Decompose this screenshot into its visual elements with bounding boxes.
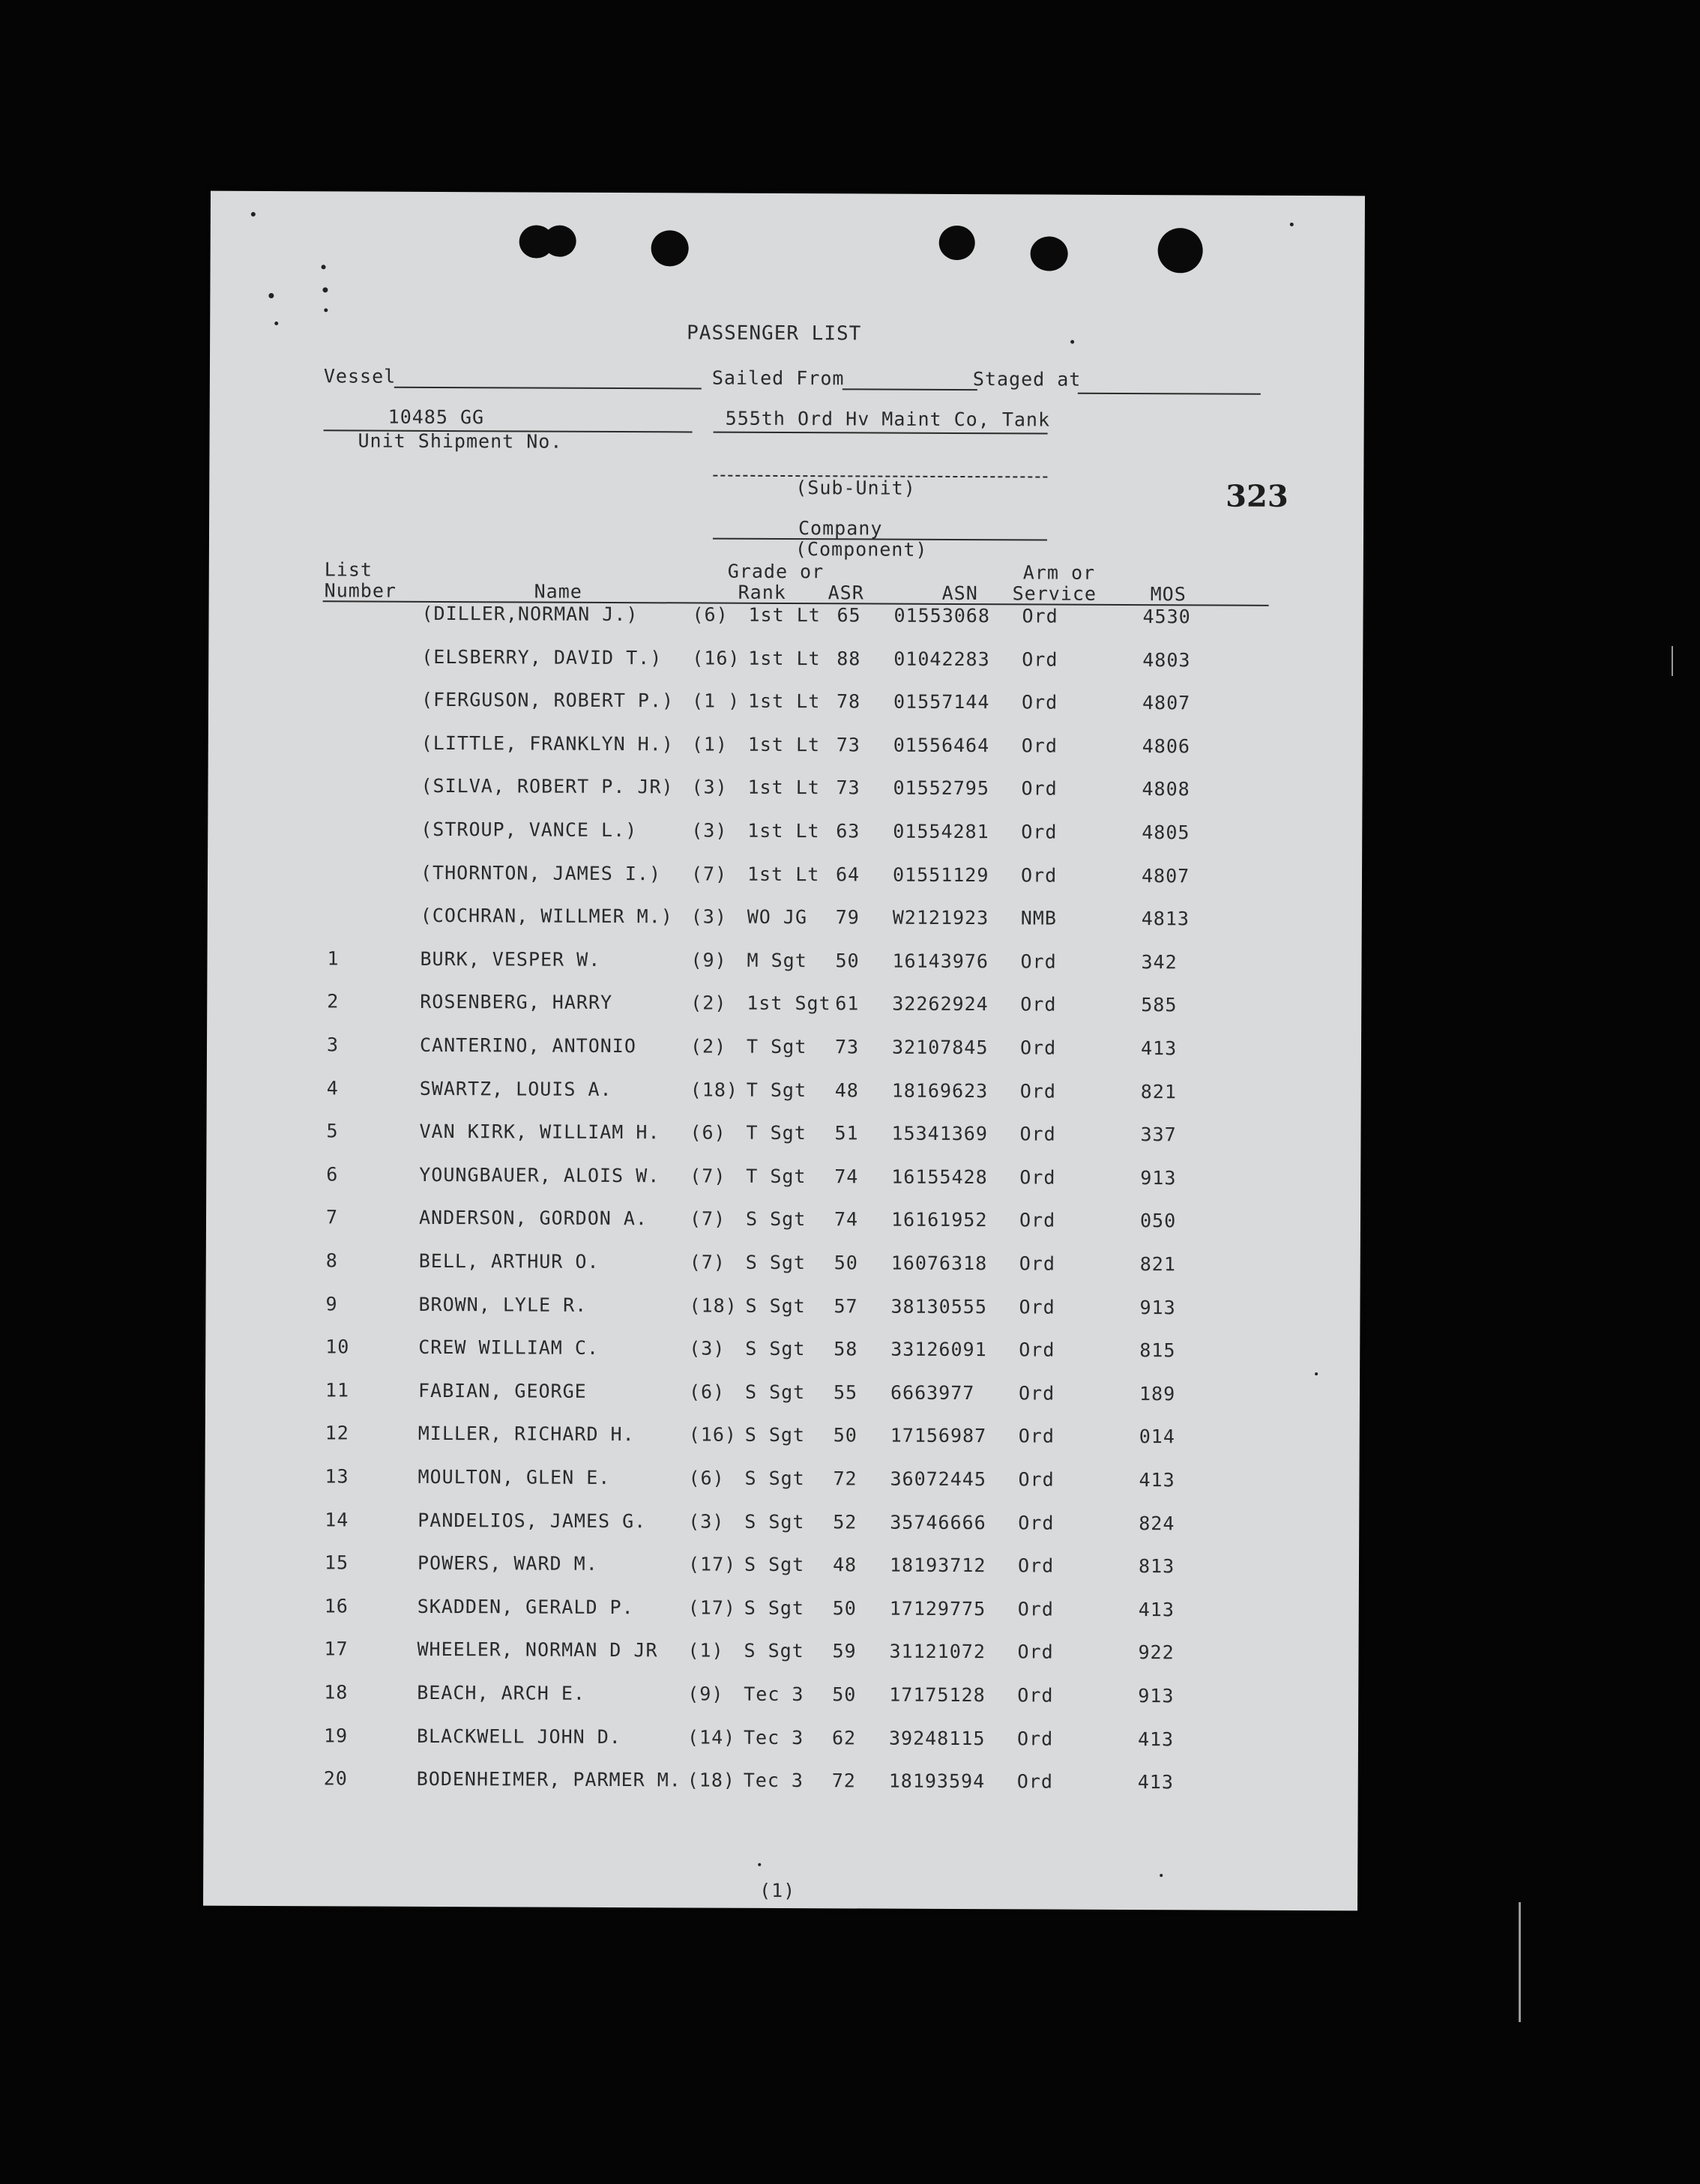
grade-rank: Tec 3 bbox=[743, 1769, 804, 1792]
army-serial-number: 32107845 bbox=[891, 1036, 989, 1059]
unit-code: (17) bbox=[687, 1553, 737, 1575]
col-header-rank: Rank bbox=[738, 581, 786, 604]
mos-code: 821 bbox=[1139, 1253, 1176, 1276]
vessel-field-line bbox=[394, 387, 702, 390]
unit-code: (1 ) bbox=[691, 690, 741, 712]
list-number: 20 bbox=[323, 1767, 348, 1790]
scan-edge-mark bbox=[1672, 646, 1673, 676]
mos-code: 413 bbox=[1137, 1771, 1174, 1794]
army-serial-number: 38130555 bbox=[890, 1295, 987, 1318]
passenger-name: BLACKWELL JOHN D. bbox=[416, 1725, 621, 1748]
company: Company bbox=[798, 517, 883, 540]
grade-rank: Tec 3 bbox=[744, 1683, 804, 1706]
passenger-name: (LITTLE, FRANKLYN H.) bbox=[421, 731, 674, 755]
arm-or-service: Ord bbox=[1016, 1770, 1053, 1793]
col-header-mos: MOS bbox=[1150, 583, 1187, 606]
passenger-name: MOULTON, GLEN E. bbox=[418, 1465, 611, 1488]
mos-code: 413 bbox=[1140, 1037, 1178, 1060]
asr-score: 78 bbox=[836, 690, 861, 713]
grade-rank: Tec 3 bbox=[743, 1726, 804, 1749]
passenger-name: (FERGUSON, ROBERT P.) bbox=[421, 689, 675, 712]
list-number: 16 bbox=[324, 1595, 349, 1617]
mos-code: 815 bbox=[1139, 1339, 1176, 1362]
unit-code: (7) bbox=[689, 1251, 726, 1273]
mos-code: 4808 bbox=[1142, 778, 1190, 800]
table-row bbox=[207, 947, 1361, 982]
grade-rank: S Sgt bbox=[745, 1294, 806, 1317]
mos-code: 4807 bbox=[1142, 692, 1191, 714]
grade-rank: S Sgt bbox=[744, 1596, 805, 1619]
asr-score: 50 bbox=[833, 1424, 857, 1447]
mos-code: 913 bbox=[1139, 1296, 1176, 1318]
list-number: 12 bbox=[325, 1422, 349, 1444]
col-header-arm: Arm or bbox=[1022, 561, 1096, 584]
army-serial-number: 35746666 bbox=[890, 1511, 986, 1533]
unit-code: (3) bbox=[691, 819, 728, 842]
punch-hole bbox=[543, 226, 576, 257]
grade-rank: S Sgt bbox=[744, 1510, 805, 1533]
passenger-name: PANDELIOS, JAMES G. bbox=[418, 1509, 647, 1532]
shipment-number: 10485 GG bbox=[388, 405, 485, 429]
army-serial-number: 01554281 bbox=[893, 820, 989, 843]
army-serial-number: 18193712 bbox=[889, 1554, 986, 1577]
punch-hole bbox=[1031, 236, 1068, 271]
unit-code: (7) bbox=[689, 1207, 726, 1231]
col-header-grade: Grade or bbox=[727, 560, 825, 583]
mos-code: 4805 bbox=[1142, 821, 1190, 844]
arm-or-service: Ord bbox=[1022, 648, 1058, 671]
table-row bbox=[206, 1162, 1360, 1198]
passenger-name: SKADDEN, GERALD P. bbox=[417, 1595, 634, 1618]
passenger-name: VAN KIRK, WILLIAM H. bbox=[419, 1120, 660, 1144]
list-number: 18 bbox=[324, 1681, 349, 1704]
table-row bbox=[208, 904, 1362, 939]
arm-or-service: Ord bbox=[1019, 1295, 1055, 1318]
col-header-asn: ASN bbox=[941, 582, 978, 605]
grade-rank: 1st Lt bbox=[747, 733, 821, 756]
table-row bbox=[208, 774, 1362, 809]
unit-code: (9) bbox=[690, 949, 727, 971]
unit-code: (3) bbox=[689, 1337, 726, 1360]
table-row bbox=[207, 990, 1361, 1025]
mos-code: 413 bbox=[1138, 1598, 1175, 1621]
table-row bbox=[208, 731, 1363, 766]
mos-code: 824 bbox=[1139, 1512, 1175, 1534]
mos-code: 585 bbox=[1141, 994, 1178, 1016]
arm-or-service: Ord bbox=[1016, 1727, 1054, 1750]
mos-code: 4813 bbox=[1141, 908, 1190, 930]
sailed-from-label: Sailed From bbox=[711, 366, 845, 390]
asr-score: 48 bbox=[832, 1554, 857, 1576]
army-serial-number: 16143976 bbox=[892, 950, 989, 972]
army-serial-number: 32262924 bbox=[892, 993, 989, 1016]
table-row bbox=[207, 1076, 1361, 1111]
mos-code: 4530 bbox=[1142, 606, 1191, 628]
asr-score: 55 bbox=[833, 1381, 858, 1404]
grade-rank: S Sgt bbox=[744, 1553, 805, 1576]
arm-or-service: Ord bbox=[1021, 691, 1058, 714]
list-number: 17 bbox=[324, 1638, 349, 1660]
list-number: 6 bbox=[326, 1163, 339, 1186]
passenger-name: (COCHRAN, WILLMER M.) bbox=[420, 905, 673, 928]
unit-name: 555th Ord Hv Maint Co, Tank bbox=[725, 407, 1051, 431]
punch-hole bbox=[939, 226, 975, 260]
grade-rank: 1st Lt bbox=[747, 776, 820, 799]
staged-at-field-line bbox=[1078, 393, 1261, 395]
unit-code: (6) bbox=[690, 1121, 726, 1144]
asr-score: 73 bbox=[836, 776, 860, 799]
asr-score: 57 bbox=[834, 1294, 858, 1318]
unit-code: (7) bbox=[690, 863, 728, 885]
unit-code: (1) bbox=[687, 1639, 724, 1662]
col-header-number: Number bbox=[324, 579, 397, 602]
list-number: 14 bbox=[325, 1508, 349, 1531]
table-row bbox=[204, 1724, 1358, 1759]
asr-score: 72 bbox=[833, 1467, 857, 1490]
staged-at-label: Staged at bbox=[972, 368, 1082, 390]
table-row bbox=[205, 1378, 1360, 1414]
arm-or-service: Ord bbox=[1017, 1684, 1054, 1707]
passenger-name: BODENHEIMER, PARMER M. bbox=[416, 1768, 681, 1791]
army-serial-number: 18193594 bbox=[888, 1770, 986, 1793]
grade-rank: 1st Lt bbox=[747, 863, 820, 885]
grade-rank: M Sgt bbox=[747, 949, 807, 971]
table-row bbox=[205, 1551, 1359, 1587]
vessel-label: Vessel bbox=[323, 365, 397, 387]
asr-score: 50 bbox=[834, 1252, 858, 1274]
mos-code: 413 bbox=[1137, 1728, 1175, 1750]
shipment-label: Unit Shipment No. bbox=[358, 429, 563, 453]
army-serial-number: 01557144 bbox=[893, 690, 990, 714]
unit-code: (18) bbox=[687, 1769, 736, 1791]
army-serial-number: 16076318 bbox=[890, 1252, 988, 1275]
scan-edge-mark bbox=[1519, 1902, 1521, 2022]
grade-rank: 1st Lt bbox=[748, 603, 821, 627]
table-row bbox=[206, 1206, 1360, 1241]
arm-or-service: Ord bbox=[1020, 863, 1058, 887]
list-number: 19 bbox=[323, 1724, 349, 1747]
unit-code: (3) bbox=[691, 776, 728, 799]
passenger-name: (DILLER,NORMAN J.) bbox=[421, 602, 639, 626]
mos-code: 189 bbox=[1139, 1382, 1176, 1405]
mos-code: 4806 bbox=[1142, 734, 1191, 758]
mos-code: 913 bbox=[1140, 1166, 1177, 1189]
table-row bbox=[208, 818, 1362, 853]
mos-code: 913 bbox=[1138, 1685, 1175, 1707]
army-serial-number: 15341369 bbox=[891, 1122, 989, 1145]
list-number: 2 bbox=[327, 990, 340, 1013]
passenger-name: MILLER, RICHARD H. bbox=[418, 1423, 635, 1446]
passenger-name: ANDERSON, GORDON A. bbox=[418, 1207, 648, 1230]
arm-or-service: Ord bbox=[1020, 950, 1057, 973]
list-number: 15 bbox=[324, 1551, 349, 1574]
list-number: 8 bbox=[325, 1249, 338, 1272]
punch-hole bbox=[1158, 228, 1203, 273]
grade-rank: 1st Lt bbox=[748, 647, 821, 669]
passenger-name: (ELSBERRY, DAVID T.) bbox=[421, 645, 663, 669]
page-stamp-number: 323 bbox=[1226, 478, 1288, 514]
list-number: 10 bbox=[325, 1336, 350, 1358]
list-number: 13 bbox=[325, 1465, 349, 1488]
unit-name-line bbox=[714, 432, 1048, 435]
unit-code: (16) bbox=[688, 1423, 738, 1447]
mos-code: 342 bbox=[1141, 950, 1178, 974]
grade-rank: S Sgt bbox=[744, 1424, 806, 1447]
asr-score: 48 bbox=[834, 1079, 859, 1102]
list-number: 9 bbox=[325, 1292, 338, 1315]
page-number: (1) bbox=[759, 1879, 796, 1902]
unit-code: (2) bbox=[690, 1035, 727, 1058]
list-number: 1 bbox=[327, 947, 340, 970]
army-serial-number: 33126091 bbox=[890, 1338, 987, 1361]
passenger-name: CREW WILLIAM C. bbox=[418, 1336, 600, 1360]
arm-or-service: Ord bbox=[1019, 1252, 1055, 1275]
asr-score: 50 bbox=[835, 950, 860, 972]
table-row bbox=[204, 1681, 1358, 1716]
passenger-name: (SILVA, ROBERT P. JR) bbox=[421, 775, 674, 798]
unit-code: (3) bbox=[688, 1510, 725, 1533]
passenger-name: (THORNTON, JAMES I.) bbox=[420, 861, 662, 884]
table-row bbox=[205, 1336, 1360, 1371]
asr-score: 74 bbox=[834, 1208, 859, 1231]
col-header-list: List bbox=[324, 558, 373, 581]
table-row bbox=[205, 1508, 1359, 1543]
army-serial-number: 17156987 bbox=[890, 1425, 987, 1447]
asr-score: 64 bbox=[835, 863, 860, 886]
unit-code: (2) bbox=[690, 992, 727, 1015]
unit-code: (6) bbox=[688, 1467, 725, 1489]
arm-or-service: Ord bbox=[1018, 1468, 1055, 1491]
unit-code: (18) bbox=[689, 1294, 738, 1317]
asr-score: 59 bbox=[832, 1640, 857, 1662]
arm-or-service: Ord bbox=[1018, 1382, 1055, 1405]
unit-code: (18) bbox=[690, 1079, 739, 1101]
arm-or-service: Ord bbox=[1019, 1166, 1056, 1189]
army-serial-number: 36072445 bbox=[890, 1467, 986, 1491]
mos-code: 4807 bbox=[1141, 864, 1190, 887]
arm-or-service: NMB bbox=[1020, 907, 1057, 929]
asr-score: 58 bbox=[834, 1338, 858, 1360]
table-row bbox=[208, 688, 1363, 723]
table-row bbox=[204, 1638, 1358, 1673]
arm-or-service: Ord bbox=[1019, 1123, 1056, 1145]
asr-score: 65 bbox=[837, 604, 861, 627]
asr-score: 61 bbox=[835, 992, 860, 1015]
passenger-name: CANTERINO, ANTONIO bbox=[419, 1034, 637, 1058]
grade-rank: S Sgt bbox=[744, 1467, 805, 1490]
table-row bbox=[207, 1034, 1361, 1069]
table-row bbox=[208, 860, 1362, 896]
list-number: 11 bbox=[325, 1379, 350, 1402]
asr-score: 73 bbox=[834, 1036, 860, 1058]
grade-rank: T Sgt bbox=[746, 1165, 807, 1187]
list-number: 4 bbox=[326, 1076, 339, 1099]
grade-rank: S Sgt bbox=[744, 1640, 804, 1662]
asr-score: 73 bbox=[836, 734, 860, 756]
army-serial-number: 16155428 bbox=[891, 1165, 988, 1188]
army-serial-number: 16161952 bbox=[890, 1209, 988, 1231]
mos-code: 050 bbox=[1139, 1210, 1177, 1232]
grade-rank: S Sgt bbox=[745, 1251, 807, 1274]
grade-rank: S Sgt bbox=[745, 1337, 806, 1360]
grade-rank: 1st Lt bbox=[747, 819, 820, 842]
passenger-name: SWARTZ, LOUIS A. bbox=[419, 1077, 612, 1100]
col-header-asr: ASR bbox=[828, 582, 864, 604]
unit-code: (7) bbox=[690, 1165, 726, 1187]
list-number: 3 bbox=[326, 1034, 340, 1056]
passenger-name: FABIAN, GEORGE bbox=[418, 1379, 587, 1402]
grade-rank: T Sgt bbox=[746, 1035, 807, 1058]
page-title: PASSENGER LIST bbox=[687, 322, 862, 346]
passenger-name: BELL, ARTHUR O. bbox=[418, 1249, 600, 1273]
table-row bbox=[205, 1422, 1360, 1457]
asr-score: 51 bbox=[834, 1122, 859, 1144]
arm-or-service: Ord bbox=[1018, 1511, 1055, 1534]
arm-or-service: Ord bbox=[1017, 1598, 1054, 1620]
arm-or-service: Ord bbox=[1019, 1339, 1055, 1361]
passenger-name: (STROUP, VANCE L.) bbox=[421, 818, 638, 842]
arm-or-service: Ord bbox=[1022, 605, 1058, 627]
army-serial-number: 17129775 bbox=[889, 1597, 986, 1620]
unit-code: (6) bbox=[692, 603, 729, 626]
table-row bbox=[205, 1594, 1359, 1629]
grade-rank: 1st Lt bbox=[747, 690, 821, 713]
army-serial-number: 39248115 bbox=[888, 1727, 986, 1749]
table-row bbox=[205, 1292, 1360, 1327]
arm-or-service: Ord bbox=[1018, 1425, 1055, 1447]
asr-score: 88 bbox=[837, 647, 861, 670]
asr-score: 62 bbox=[831, 1726, 857, 1749]
passenger-name: BEACH, ARCH E. bbox=[417, 1681, 586, 1704]
passenger-name: BURK, VESPER W. bbox=[420, 947, 601, 971]
passenger-name: BROWN, LYLE R. bbox=[418, 1293, 588, 1316]
list-number: 7 bbox=[325, 1206, 339, 1228]
army-serial-number: 01552795 bbox=[893, 777, 990, 800]
table-row bbox=[206, 1120, 1360, 1155]
passenger-name: POWERS, WARD M. bbox=[417, 1552, 598, 1575]
passenger-name: ROSENBERG, HARRY bbox=[420, 991, 613, 1014]
arm-or-service: Ord bbox=[1021, 821, 1058, 843]
army-serial-number: 01551129 bbox=[892, 863, 989, 886]
asr-score: 50 bbox=[832, 1597, 857, 1620]
passenger-list-page bbox=[203, 191, 1365, 1911]
mos-code: 821 bbox=[1140, 1080, 1177, 1102]
army-serial-number: 01556464 bbox=[893, 734, 990, 756]
asr-score: 50 bbox=[832, 1683, 857, 1706]
asr-score: 79 bbox=[835, 906, 860, 929]
mos-code: 337 bbox=[1140, 1123, 1177, 1146]
grade-rank: T Sgt bbox=[746, 1121, 807, 1144]
list-number: 5 bbox=[326, 1120, 339, 1142]
passenger-name: WHEELER, NORMAN D JR bbox=[417, 1638, 658, 1662]
unit-code: (6) bbox=[688, 1381, 726, 1403]
mos-code: 922 bbox=[1138, 1641, 1175, 1664]
arm-or-service: Ord bbox=[1019, 1037, 1057, 1059]
arm-or-service: Ord bbox=[1019, 1079, 1056, 1102]
unit-code: (3) bbox=[690, 905, 727, 928]
table-row bbox=[205, 1465, 1359, 1500]
table-row bbox=[208, 602, 1363, 637]
unit-code: (14) bbox=[687, 1726, 736, 1749]
table-row bbox=[204, 1767, 1358, 1803]
asr-score: 72 bbox=[831, 1770, 856, 1792]
punch-hole bbox=[651, 230, 689, 266]
col-header-service: Service bbox=[1012, 582, 1097, 605]
asr-score: 52 bbox=[833, 1510, 857, 1533]
grade-rank: T Sgt bbox=[746, 1079, 807, 1101]
army-serial-number: W2121923 bbox=[892, 906, 989, 929]
mos-code: 413 bbox=[1139, 1469, 1175, 1491]
asr-score: 63 bbox=[836, 820, 860, 842]
col-header-name: Name bbox=[534, 580, 582, 603]
table-row bbox=[208, 645, 1363, 680]
arm-or-service: Ord bbox=[1017, 1554, 1055, 1577]
unit-code: (1) bbox=[691, 733, 729, 755]
army-serial-number: 17175128 bbox=[889, 1683, 986, 1707]
grade-rank: 1st Sgt bbox=[747, 992, 831, 1015]
sub-unit-label: (Sub-Unit) bbox=[795, 477, 916, 499]
table-row bbox=[206, 1249, 1360, 1285]
mos-code: 813 bbox=[1138, 1555, 1175, 1578]
arm-or-service: Ord bbox=[1021, 777, 1058, 800]
arm-or-service: Ord bbox=[1020, 993, 1057, 1016]
grade-rank: WO JG bbox=[747, 905, 808, 929]
component-label: (Component) bbox=[795, 538, 928, 561]
army-serial-number: 01553068 bbox=[893, 604, 991, 627]
passenger-name: YOUNGBAUER, ALOIS W. bbox=[419, 1163, 660, 1187]
army-serial-number: 01042283 bbox=[893, 648, 990, 670]
arm-or-service: Ord bbox=[1021, 734, 1058, 757]
army-serial-number: 18169623 bbox=[891, 1079, 989, 1102]
mos-code: 4803 bbox=[1142, 648, 1191, 671]
unit-code: (17) bbox=[687, 1596, 737, 1619]
asr-score: 74 bbox=[834, 1165, 859, 1188]
sailed-from-field-line bbox=[843, 388, 977, 390]
arm-or-service: Ord bbox=[1019, 1209, 1056, 1231]
grade-rank: S Sgt bbox=[744, 1381, 806, 1403]
mos-code: 014 bbox=[1139, 1426, 1175, 1448]
army-serial-number: 6663977 bbox=[890, 1381, 975, 1404]
unit-code: (9) bbox=[687, 1683, 724, 1705]
arm-or-service: Ord bbox=[1017, 1641, 1054, 1663]
grade-rank: S Sgt bbox=[745, 1208, 807, 1231]
unit-code: (16) bbox=[692, 647, 741, 669]
army-serial-number: 31121072 bbox=[889, 1641, 986, 1663]
